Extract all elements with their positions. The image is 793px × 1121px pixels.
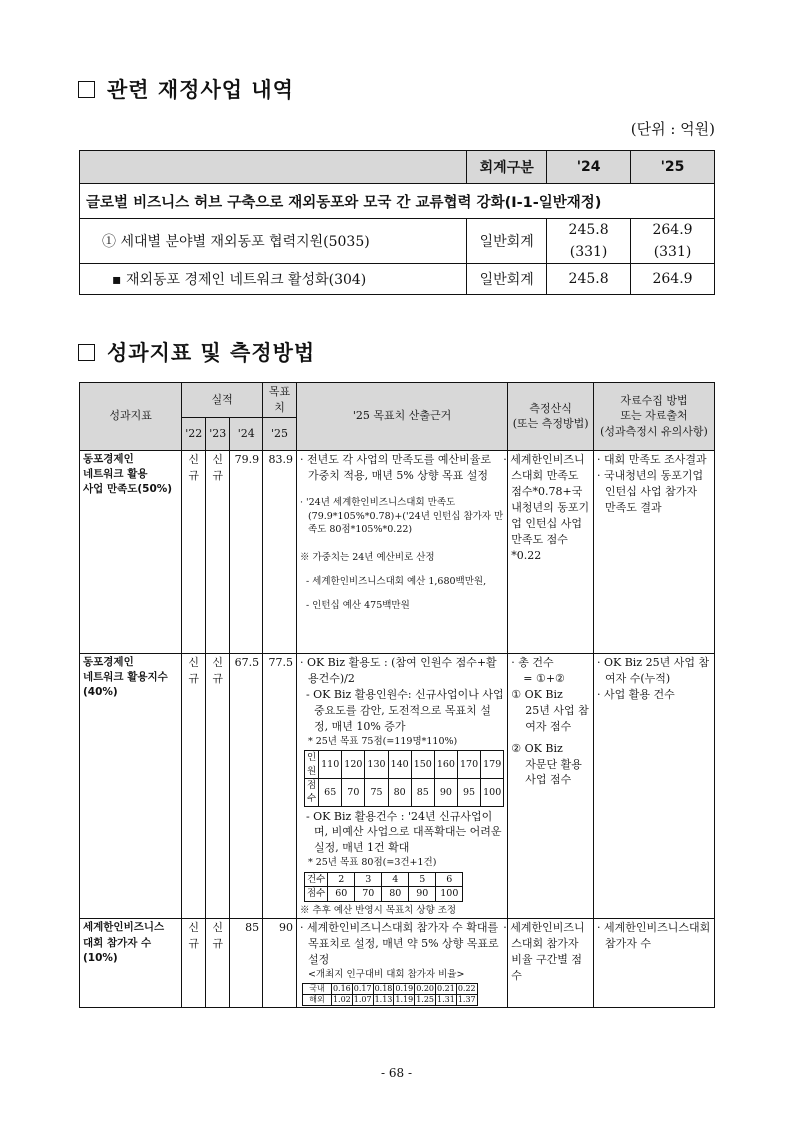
budget-row-y24-sub: (331)	[569, 244, 608, 260]
section-title-budget: 관련 재정사업 내역	[78, 74, 294, 104]
actual-y23: 신규	[206, 450, 230, 653]
indicator-name: 세계한인비즈니스 대회 참가자 수 (10%)	[80, 919, 182, 1008]
source-cell: · OK Biz 25년 사업 참여자 수(누적) · 사업 활용 건수	[593, 653, 714, 919]
basis-cell: · OK Biz 활용도 : (참여 인원수 점수+활용건수)/2 - OK Biz 활용인원수: 신규사업이나 사업 중요도를 감안, 도전적으로 목표치 설정, 매년 10% 증가 * 25년 목표 75점(=119명*110%) 인원 110 120 130 140 150 160 170 179 점수 65 70 75 80 85 90 95 100 - OK Biz 활용건수 : '24년 신규사업이며, 비예산 사업으로 대폭확대는 어려운 실정, 매년 1건 확대 * 25년 목표 80점(=3건+1건) 건수 2 3 4 5 6 점수 60 70 80 90 100 ※ 추후 예산 반영시 목표치 상향 조정	[296, 653, 507, 919]
indicator-row	[80, 653, 715, 919]
budget-row	[80, 264, 715, 295]
program-name: 글로벌 비즈니스 허브 구축으로 재외동포와 모국 간 교류협력 강화(Ⅰ-1-일반재정)	[80, 184, 715, 219]
checkbox-square-icon	[78, 81, 95, 98]
header-target: 목표치	[263, 383, 297, 418]
actual-y23: 신규	[206, 919, 230, 1008]
actual-y22: 신규	[182, 919, 206, 1008]
header-indicator: 성과지표	[80, 383, 182, 451]
budget-program-row	[80, 184, 715, 219]
budget-row-account: 일반회계	[467, 264, 547, 295]
page-number: - 68 -	[380, 1066, 412, 1080]
target-y25: 83.9	[263, 450, 297, 653]
source-cell: · 세계한인비즈니스대회 참가자 수	[593, 919, 714, 1008]
header-y23: '23	[206, 417, 230, 450]
actual-y24: 79.9	[230, 450, 263, 653]
performance-table	[79, 382, 715, 1008]
actual-y23: 신규	[206, 653, 230, 919]
unit-label: (단위 : 억원)	[630, 120, 715, 138]
budget-row-y25-sub: (331)	[653, 244, 692, 260]
actual-y22: 신규	[182, 450, 206, 653]
header-account: 회계구분	[467, 151, 547, 184]
budget-row-name: ▪ 재외동포 경제인 네트워크 활성화(304)	[80, 264, 467, 295]
header-basis: '25 목표치 산출근거	[296, 383, 507, 451]
budget-row-y24: 245.8	[547, 264, 631, 295]
target-y25: 90	[263, 919, 297, 1008]
budget-row-name: ① 세대별 분야별 재외동포 협력지원(5035)	[80, 219, 467, 264]
budget-row-y25: 264.9	[631, 264, 715, 295]
checkbox-square-icon	[78, 344, 95, 361]
header-source: 자료수집 방법 또는 자료출처 (성과측정시 유의사항)	[593, 383, 714, 451]
actual-y24: 85	[230, 919, 263, 1008]
basis-cell: · 전년도 각 사업의 만족도를 예산비율로 가중치 적용, 매년 5% 상향 목표 설정 · '24년 세계한인비즈니스대회 만족도(79.9*105%*0.78)+('24년 인턴십 참가자 만족도 80점*105%*0.22) ※ 가중치는 24년 예산비로 산정 - 세계한인비즈니스대회 예산 1,680백만원, - 인턴십 예산 475백만원	[296, 450, 507, 653]
budget-row-account: 일반회계	[467, 219, 547, 264]
score-table-cases: 건수 2 3 4 5 6 점수 60 70 80 90 100	[304, 872, 463, 902]
actual-y22: 신규	[182, 653, 206, 919]
budget-row-y24: 245.8	[568, 222, 609, 238]
budget-header-row	[80, 151, 715, 184]
header-actual: 실적	[182, 383, 263, 418]
formula-cell: · 세계한인비즈니스대회 만족도 점수*0.78+국내청년의 동포기업 인턴십 사업 만족도 점수*0.22	[508, 450, 594, 653]
header-y22: '22	[182, 417, 206, 450]
header-y25: '25	[631, 151, 715, 184]
indicator-row	[80, 919, 715, 1008]
formula-cell: · 총 건수 = ①+② ① OK Biz 25년 사업 참여자 점수 ② OK Biz 자문단 활용 사업 점수	[508, 653, 594, 919]
header-y24: '24	[547, 151, 631, 184]
target-y25: 77.5	[263, 653, 297, 919]
ratio-table: 국내 0.16 0.17 0.18 0.19 0.20 0.21 0.22 해외 1.02 1.07 1.13 1.19 1.25 1.31 1.37	[302, 983, 478, 1006]
basis-cell: · 세계한인비즈니스대회 참가자 수 확대를 목표치로 설정, 매년 약 5% 상향 목표로 설정 <개최지 인구대비 대회 참가자 비율> 국내 0.16 0.17 0.18 0.19 0.20 0.21 0.22 해외 1.02 1.07 1.13 1.19 1.25 1.31 1.37	[296, 919, 507, 1008]
budget-row-y25: 264.9	[652, 222, 693, 238]
formula-cell: · 세계한인비즈니스대회 참가자 비율 구간별 점수	[508, 919, 594, 1008]
header-y24: '24	[230, 417, 263, 450]
source-cell: · 대회 만족도 조사결과 · 국내청년의 동포기업 인턴십 사업 참가자 만족도 결과	[593, 450, 714, 653]
actual-y24: 67.5	[230, 653, 263, 919]
budget-table	[79, 150, 715, 295]
indicator-name: 동포경제인 네트워크 활용지수 (40%)	[80, 653, 182, 919]
budget-row	[80, 219, 715, 264]
indicator-row	[80, 450, 715, 653]
indicator-name: 동포경제인 네트워크 활용 사업 만족도(50%)	[80, 450, 182, 653]
header-formula: 측정산식 (또는 측정방법)	[508, 383, 594, 451]
header-y25: '25	[263, 417, 297, 450]
score-table-people: 인원 110 120 130 140 150 160 170 179 점수 65 70 75 80 85 90 95 100	[304, 750, 504, 806]
section-title-performance: 성과지표 및 측정방법	[78, 337, 315, 367]
